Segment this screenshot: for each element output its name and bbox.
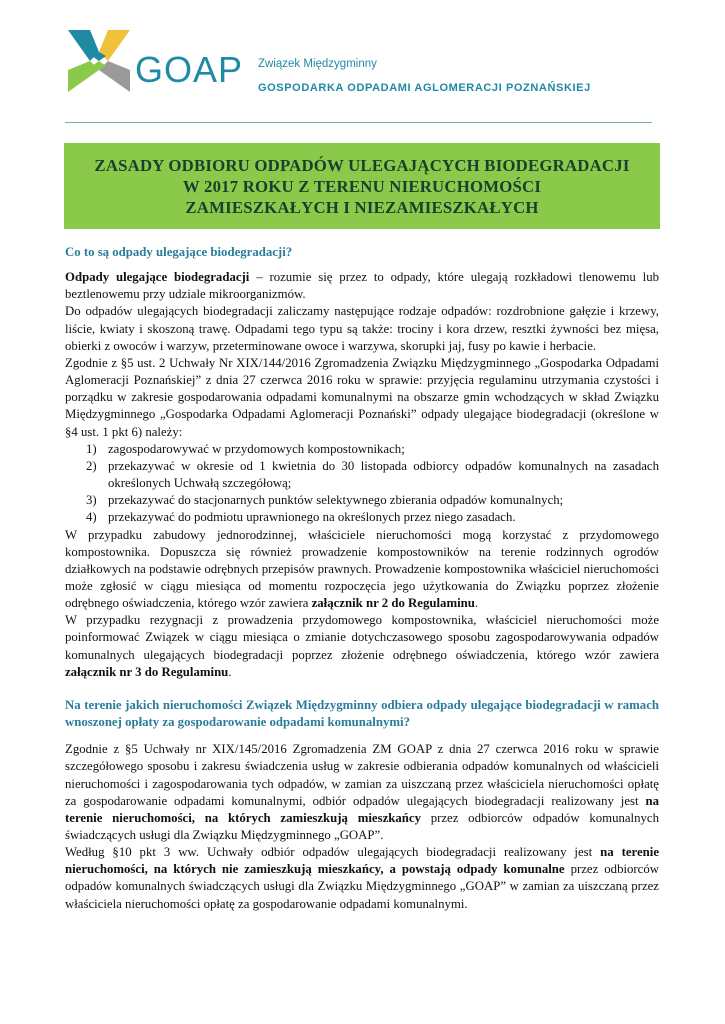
page-title <box>94 155 629 218</box>
list-item <box>86 509 659 526</box>
section2-question: Na terenie jakich nieruchomości Związek Międzygminny odbiera odpady ulegające biodegradacji w ramach wnoszonej opłaty za gospodarowanie odpadami komunalnymi? <box>65 697 659 730</box>
attachment-3-ref: załącznik nr 3 do Regulaminu <box>65 664 229 679</box>
title-line3: ZAMIESZKAŁYCH I NIEZAMIESZKAŁYCH <box>185 197 539 217</box>
org-name <box>258 57 591 95</box>
list-item <box>86 441 659 458</box>
uninhabited-text-end: przez odbiorców odpadów komunalnych świadczących usługi dla Związku Międzygminnego „GOAP” w zamian za uiszczaną przez właściciela nieruchomości opłatę za gospodarowanie odpadami komunalnymi. <box>65 862 659 911</box>
title-line1: ZASADY ODBIORU ODPADÓW ULEGAJĄCYCH BIODEGRADACJI <box>94 155 630 175</box>
section1-question: Co to są odpady ulegające biodegradacji? <box>65 245 293 259</box>
list-number: 2) <box>86 458 97 473</box>
uninhabited-bold: na terenie nieruchomości, na których nie zamieszkują mieszkańcy, a powstają odpady komunalne <box>65 845 660 877</box>
inhabited-text: Zgodnie z §5 Uchwały nr XIX/145/2016 Zgromadzenia ZM GOAP z dnia 27 czerwca 2016 roku w sprawie szczegółowego sposobu i zakresu świadczenia usług w zakresie odbierania odpadów komunalnych od właścicieli nieruchomości i zagospodarowania tych odpadów, w zamian za uiszczaną przez właściciela nieruchomości opłatę za gospodarowanie odpadami komunalnymi, odbiór odpadów ulegających biodegradacji realizowany jest <box>65 742 659 808</box>
attachment-2-ref: załącznik nr 2 do Regulaminu <box>311 596 475 611</box>
waste-types-paragraph: Do odpadów ulegających biodegradacji zaliczamy następujące rodzaje odpadów: rozdrobnione gałęzie i krzewy, liście, kwiaty i skoszoną trawę. Odpadami tego typu są także: trociny i kora drzew, resztki żywności bez mięsa, obierki z owoców i warzyw, przeterminowane owoce i warzywa, skorupki jaj, fusy po kawie i herbacie. <box>65 304 659 353</box>
list-item <box>86 492 659 509</box>
period: . <box>474 596 479 611</box>
list-text: przekazywać do podmiotu uprawnionego na określonych przez niego zasadach. <box>108 510 516 525</box>
list-text: przekazywać w okresie od 1 kwietnia do 30 listopada odbiorcy odpadów komunalnych na zasadach określonych Uchwałą szczegółową; <box>108 458 659 491</box>
definition-paragraph <box>65 269 659 303</box>
resignation-text: W przypadku rezygnacji z prowadzenia przydomowego kompostownika, właściciel nieruchomości może poinformować Związek w ciągu miesiąca o zmianie dotychczasowego sposobu zagospodarowywania odpadów komunalnych ulegających biodegradacji poprzez złożenie odrębnego oświadczenia, którego wzór zawiera <box>65 613 659 662</box>
regulation-paragraph: Zgodnie z §5 ust. 2 Uchwały Nr XIX/144/2016 Zgromadzenia Związku Międzygminnego „Gospodarka Odpadami Aglomeracji Poznańskiej” z dnia 27 czerwca 2016 roku w sprawie: przyjęcia regulaminu utrzymania czystości i porządku w zakresie gospodarowania odpadami komunalnymi na obszarze gmin wchodzących w skład Związku Międzygminnego „Gospodarka Odpadami Aglomeracji Poznański” odpady ulegające biodegradacji (określone w §4 ust. 1 pkt 6) należy: <box>65 355 659 439</box>
org-line1: Związek Międzygminny <box>258 58 377 70</box>
uninhabited-paragraph <box>65 844 659 913</box>
org-line2: GOSPODARKA ODPADAMI AGLOMERACJI POZNAŃSKIEJ <box>258 82 591 94</box>
resignation-paragraph <box>65 612 659 681</box>
inhabited-bold: na terenie nieruchomości, na których zamieszkują mieszkańcy <box>65 793 659 825</box>
list-item <box>86 458 659 492</box>
list-number: 4) <box>86 510 97 525</box>
document-body <box>65 244 659 913</box>
composting-text: W przypadku zabudowy jednorodzinnej, właściciele nieruchomości mogą korzystać z przydomowego kompostownika. Dopuszcza się również prowadzenie kompostowników na terenie rodzinnych ogrodów działkowych na podstawie odrębnych przepisów prawnych. Prowadzenie kompostownika właściciel nieruchomości może zgłosić w ciągu miesiąca od momentu rozpoczęcia jego użytkowania do Związku poprzez złożenie odrębnego oświadczenia, którego wzór zawiera <box>65 527 659 611</box>
list-text: przekazywać do stacjonarnych punktów selektywnego zbierania odpadów komunalnych; <box>108 493 564 508</box>
inhabited-paragraph <box>65 741 659 844</box>
list-number: 3) <box>86 493 97 508</box>
obligations-list <box>65 441 659 527</box>
composting-paragraph <box>65 527 659 613</box>
definition-term: Odpady ulegające biodegradacji <box>65 270 250 285</box>
uninhabited-text: Według §10 pkt 3 ww. Uchwały odbiór odpadów ulegających biodegradacji realizowany jest <box>65 845 601 860</box>
period: . <box>228 664 232 679</box>
logo-text: GOAP <box>135 49 244 90</box>
list-number: 1) <box>86 441 97 456</box>
title-banner <box>64 143 660 229</box>
inhabited-text-end: przez odbiorców odpadów komunalnych świadczących usługi dla Związku Międzygminnego „GOAP”. <box>65 810 659 842</box>
definition-text: – rozumie się przez to odpady, które ulegają rozkładowi tlenowemu lub beztlenowemu przy udziale mikroorganizmów. <box>65 270 659 302</box>
title-line2: W 2017 ROKU Z TERENU NIERUCHOMOŚCI <box>182 176 542 196</box>
header-divider <box>65 122 652 123</box>
goap-logo-icon <box>68 30 130 92</box>
list-text: zagospodarowywać w przydomowych kompostownikach; <box>108 441 405 456</box>
